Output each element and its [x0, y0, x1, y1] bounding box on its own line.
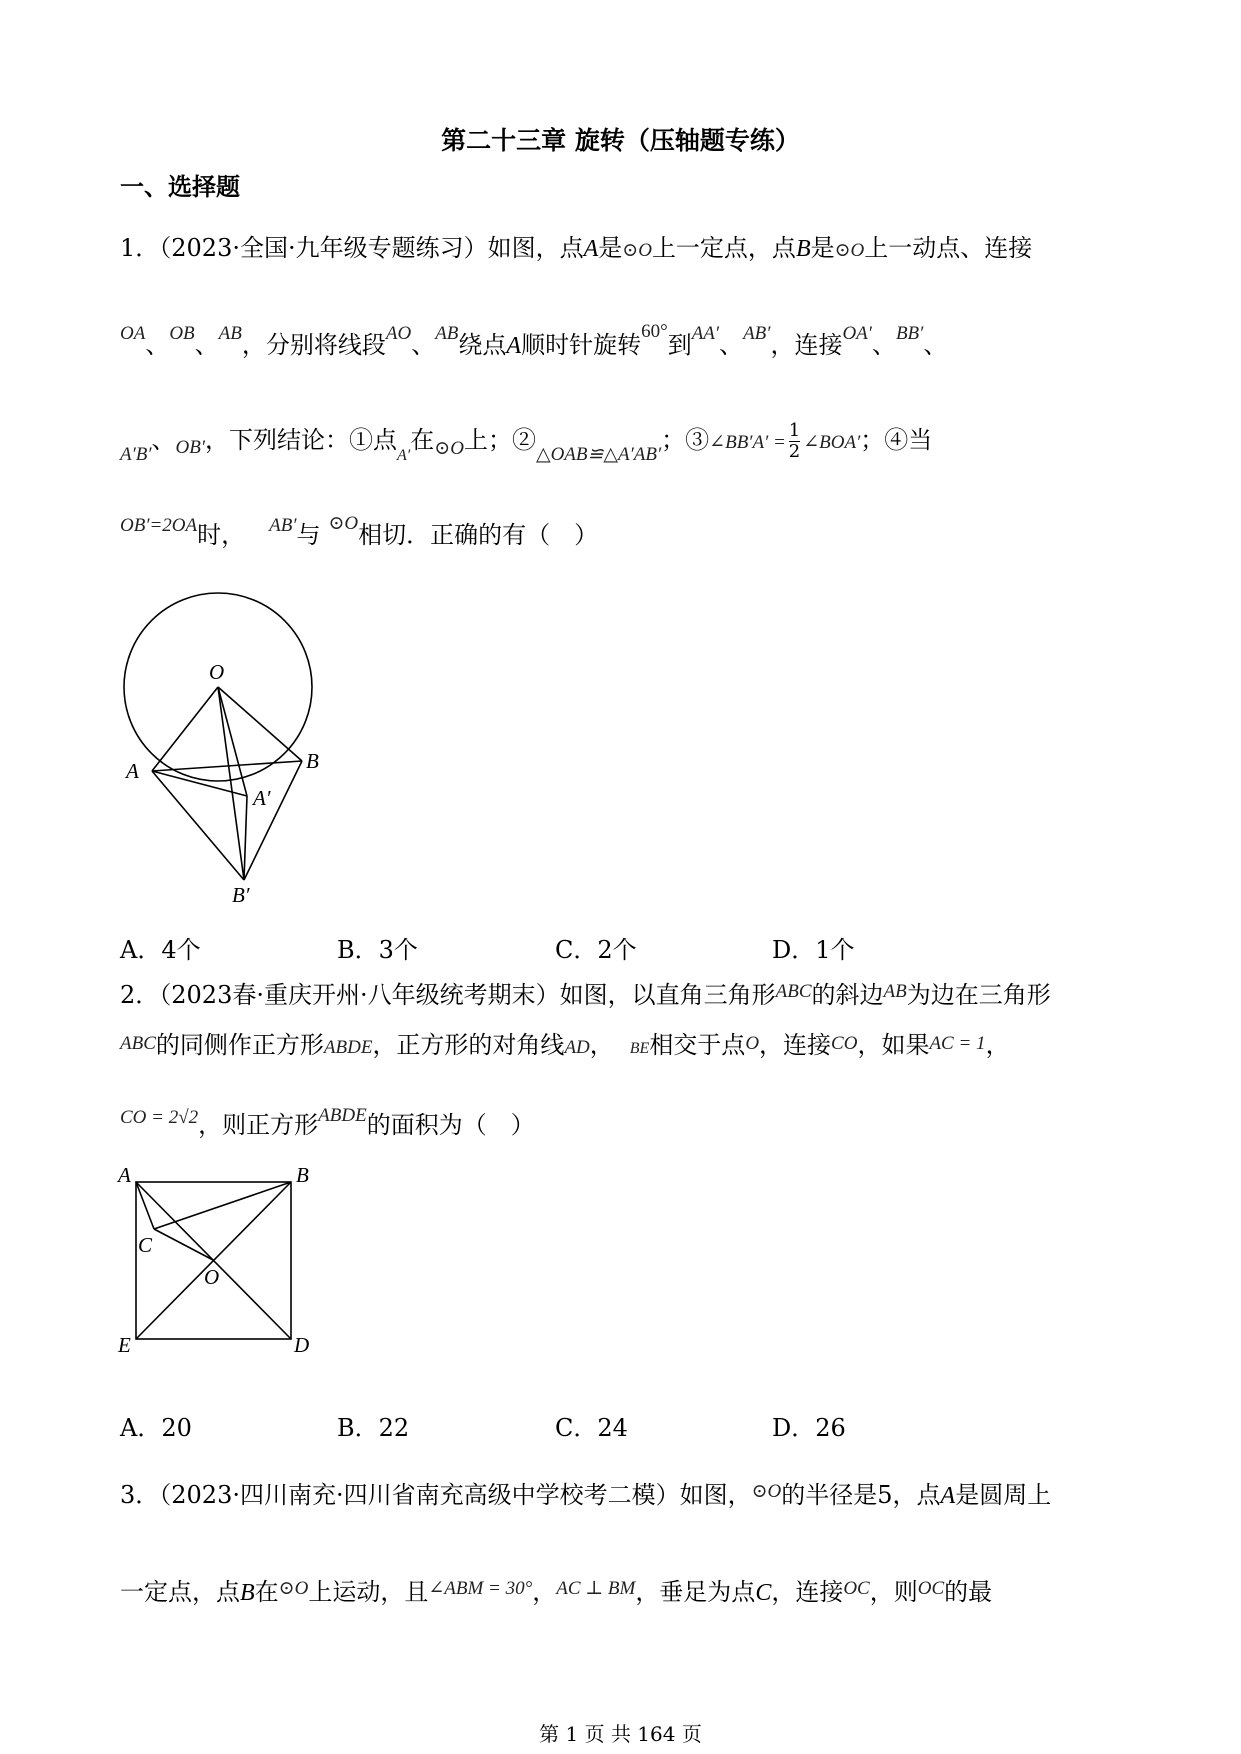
segment-ac [136, 1182, 154, 1229]
q2-option-d[interactable]: D．26 [772, 1414, 846, 1442]
q1-option-b[interactable]: B．3个 [337, 936, 418, 964]
label-b: B [306, 749, 319, 773]
segment-ab [152, 761, 302, 771]
segment-ab1 [152, 771, 244, 880]
figure1-lines [152, 687, 302, 880]
q2-option-c[interactable]: C．24 [555, 1414, 628, 1442]
q1-option-a[interactable]: A．4个 [120, 936, 201, 964]
q1-line2: $^{OA}$、$^{OB}$、$^{AB}$，分别将线段$^{AO}$、$^{AB}$绕点A顺时针旋转$^{60^\circ}$到$^{AA'}$、$^{AB'}$，连接$^{OA'}$、$^{BB'}$、 [120, 321, 948, 359]
segment-oa [152, 687, 218, 771]
q2-option-a[interactable]: A．20 [120, 1414, 192, 1442]
label-d: D [294, 1333, 310, 1355]
page-footer: 第 1 页 共 164 页 [539, 1722, 702, 1746]
label-b: B [296, 1163, 309, 1187]
fraction-one-half: $\frac{1}{2}$ [788, 420, 801, 462]
label-b-prime: B′ [232, 883, 250, 905]
q2-line3: $^{CO = 2√2}$，则正方形$^{ABDE}$的面积为（ ） [120, 1105, 535, 1139]
q2-option-b[interactable]: B．22 [337, 1414, 410, 1442]
q3-line1: 3．（2023·四川南充·四川省南充高级中学校考二模）如图，$^{⊙O}$的半径是5，点A是圆周上 [120, 1481, 1052, 1509]
q1-line1: 1．（2023·全国·九年级专题练习）如图，点A是⊙O上一定点，点B是⊙O上一动点、连接 [120, 234, 1033, 262]
q3-line2: 一定点，点B在$^{⊙O}$上运动，且$^{\angle ABM = 30^\circ}$，$^{AC \perp BM}$，垂足为点C，连接$^{OC}$，则$^{OC}$的最 [120, 1578, 993, 1606]
segment-ob [218, 687, 302, 761]
segment-bb1 [244, 761, 302, 880]
figure-rotation-circle [110, 585, 440, 905]
segment-co [154, 1229, 213, 1260]
label-a: A [118, 1163, 131, 1187]
section-heading: 一、选择题 [120, 172, 240, 201]
q1-line4: $^{OB'=2OA}$时， $^{AB'}$与 $^{⊙O}$相切．正确的有（ ） [120, 513, 599, 549]
q2-line2: ABC的同侧作正方形ABDE，正方形的对角线AD， BE相交于点O，连接CO，如果AC = 1， [120, 1031, 1010, 1059]
label-a: A [126, 759, 139, 783]
label-o: O [204, 1265, 220, 1289]
segment-a1b1 [244, 796, 247, 880]
label-a-prime: A′ [253, 786, 271, 810]
label-e: E [118, 1333, 131, 1355]
q1-line3: $_{A'B'}$、$_{OB'}$，下列结论：①点$_{A'}$在$_{⊙O}$上；$②_{\triangle OAB≌\triangle A'AB'}$；③∠BB′A′ = $\frac{1}{2}$ ∠BOA′；④当 [120, 420, 933, 465]
label-c: C [138, 1233, 153, 1257]
q2-line1: 2．（2023春·重庆开州·八年级统考期末）如图，以直角三角形$^{ABC}$的斜边$^{AB}$为边在三角形 [120, 981, 1051, 1009]
q1-option-d[interactable]: D．1个 [772, 936, 855, 964]
segment-cb [154, 1182, 291, 1229]
q1-option-c[interactable]: C．2个 [555, 936, 637, 964]
label-o: O [209, 660, 225, 684]
figure2-lines [136, 1182, 291, 1339]
page-title: 第二十三章 旋转（压轴题专练） [441, 126, 800, 155]
figure-square-abde [110, 1160, 330, 1355]
segment-ob1 [218, 687, 244, 880]
